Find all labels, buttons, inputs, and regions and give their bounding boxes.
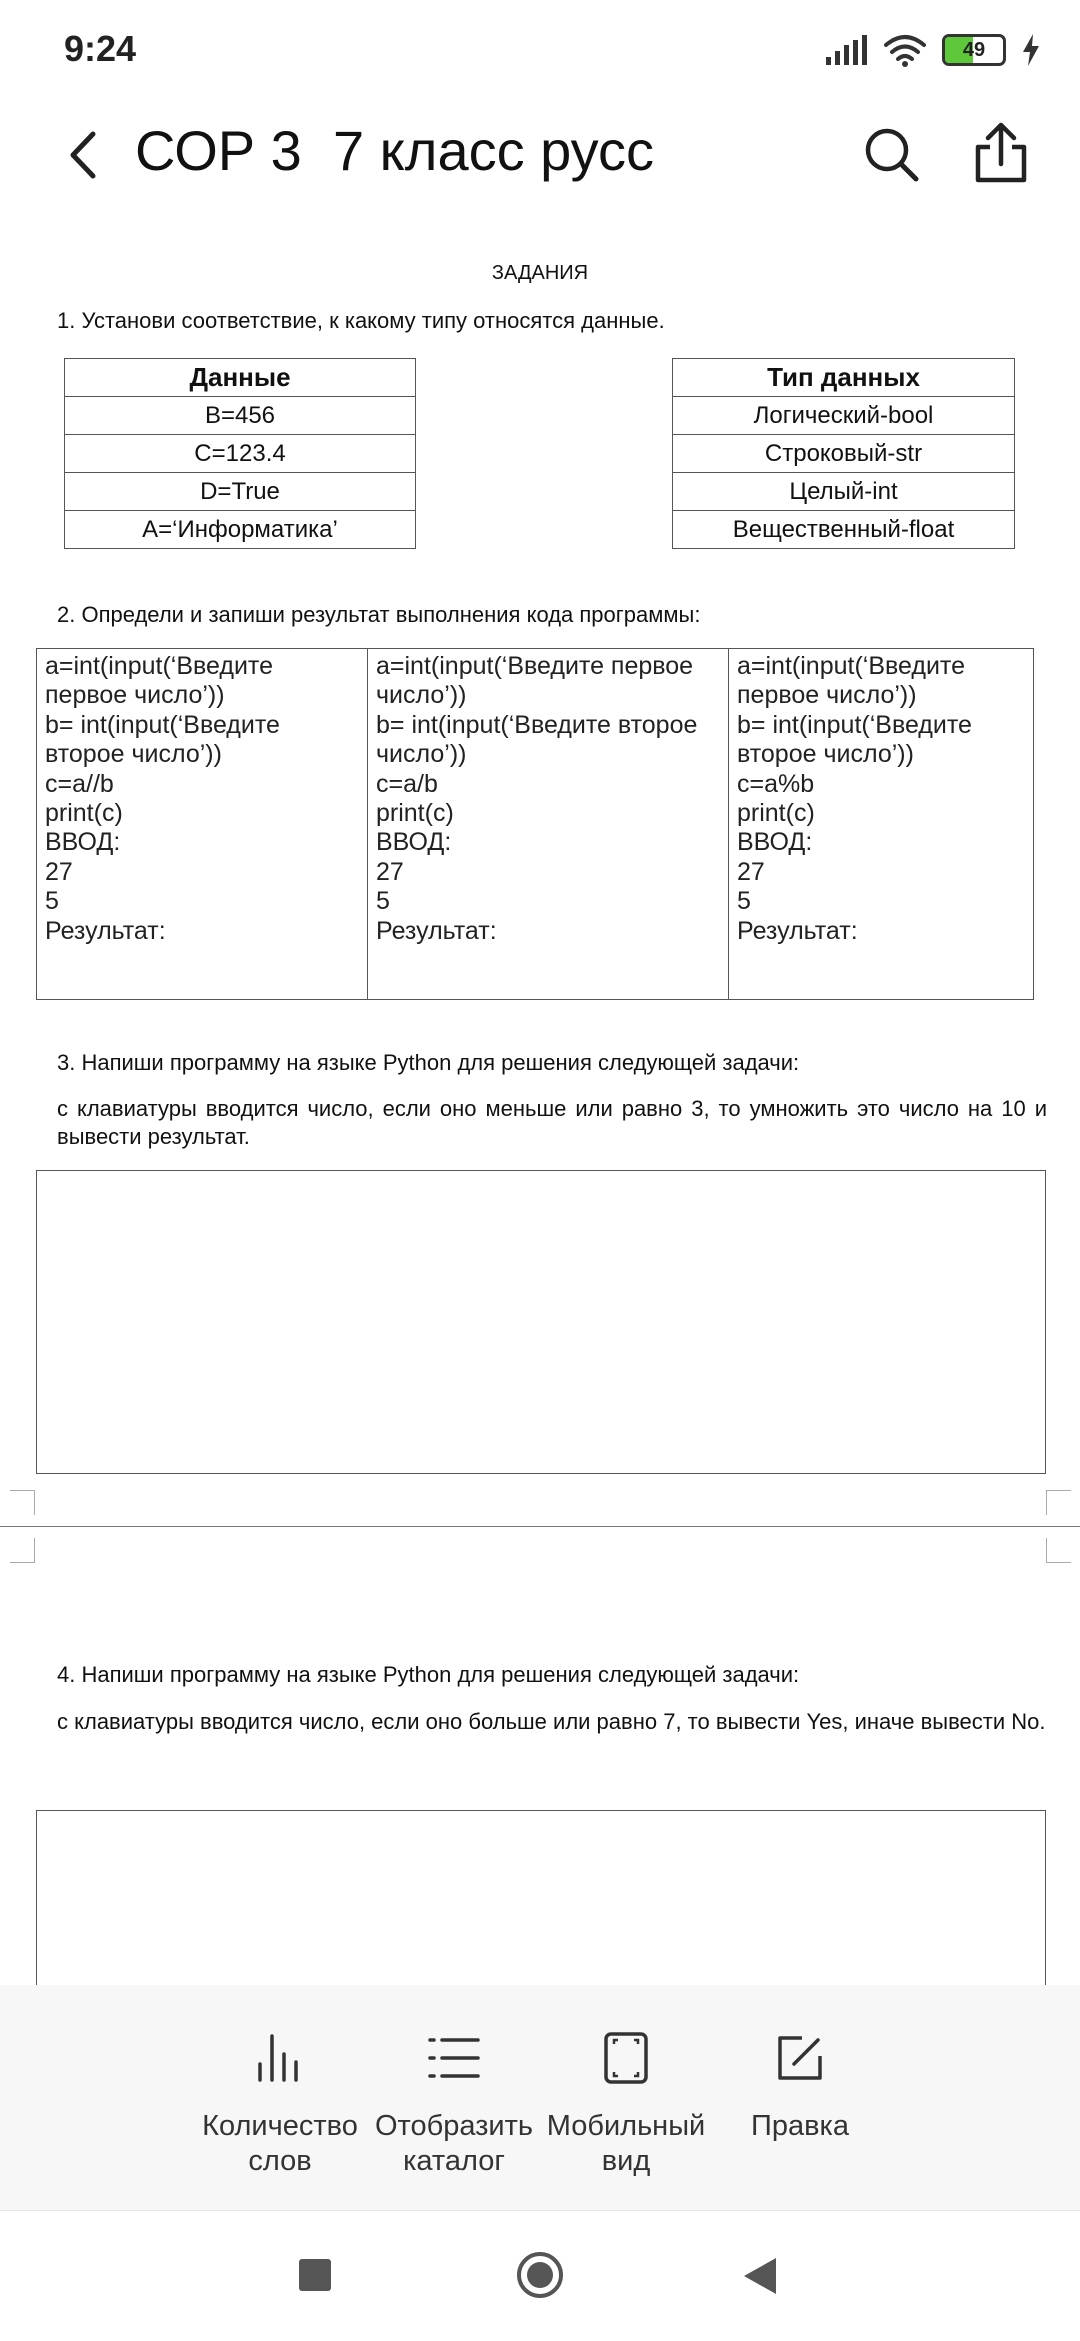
recents-button[interactable]: [298, 2258, 332, 2292]
signal-icon: [826, 35, 868, 65]
bottom-toolbar: [0, 1985, 1080, 2210]
code-cell-2: a=int(input(‘Введите первое число’)) b= int(input(‘Введите второе число’)) c=a/b print(c) ВВОД: 27 5 Результат:: [368, 649, 729, 1000]
type-cell: Логический-bool: [673, 397, 1015, 435]
type-cell: Строковый-str: [673, 435, 1015, 473]
task3-prompt: 3. Напиши программу на языке Python для решения следующей задачи:: [57, 1050, 800, 1075]
battery-indicator: [942, 34, 1006, 66]
edit-button[interactable]: [710, 1985, 890, 2144]
type-table: [672, 358, 1015, 549]
document-heading: ЗАДАНИЯ: [491, 262, 589, 284]
task3-text: с клавиатуры вводится число, если оно меньше или равно 3, то умножить это число на 10 и вывести результат.: [57, 1096, 1047, 1149]
task1-prompt: 1. Установи соответствие, к какому типу относятся данные.: [57, 308, 665, 333]
word-count-icon: [252, 2030, 308, 2086]
battery-level: 49: [962, 38, 986, 61]
wifi-icon: [884, 33, 926, 67]
data-cell: B=456: [65, 397, 416, 435]
home-button[interactable]: [515, 2250, 565, 2300]
code-cell-3: a=int(input(‘Введите первое число’)) b= int(input(‘Введите второе число’)) c=a%b print(c) ВВОД: 27 5 Результат:: [729, 649, 1034, 1000]
page-corner-mark: [1046, 1490, 1071, 1515]
search-icon: [862, 125, 922, 185]
home-circle-icon: [515, 2250, 565, 2300]
page-corner-mark: [10, 1490, 35, 1515]
share-icon: [970, 120, 1032, 186]
data-table: [64, 358, 416, 549]
data-cell: D=True: [65, 473, 416, 511]
nav-back-button[interactable]: [742, 2256, 778, 2296]
catalog-label: Отобразить каталог: [374, 2110, 534, 2177]
page-corner-mark: [1046, 1538, 1071, 1563]
page-corner-mark: [10, 1538, 35, 1563]
catalog-button[interactable]: [364, 1985, 544, 2179]
word-count-button[interactable]: [190, 1985, 370, 2179]
back-button[interactable]: [52, 120, 112, 190]
mobile-view-button[interactable]: [536, 1985, 716, 2179]
type-cell: Целый-int: [673, 473, 1015, 511]
code-cell-1: a=int(input(‘Введите первое число’)) b= int(input(‘Введите второе число’)) c=a//b print(c) ВВОД: 27 5 Результат:: [37, 649, 368, 1000]
charging-icon: [1022, 34, 1040, 66]
edit-icon: [772, 2030, 828, 2086]
edit-label: Правка: [751, 2110, 849, 2142]
task2-prompt: 2. Определи и запиши результат выполнения кода программы:: [57, 602, 701, 627]
status-icons: [826, 28, 1040, 72]
type-table-header: Тип данных: [673, 359, 1015, 397]
list-icon: [426, 2030, 482, 2086]
task3-answer-box[interactable]: [36, 1170, 1046, 1474]
document-title: СОР 3 7 класс русс: [135, 119, 655, 182]
data-cell: C=123.4: [65, 435, 416, 473]
data-table-header: Данные: [65, 359, 416, 397]
share-button[interactable]: [970, 120, 1032, 186]
code-table: [36, 648, 1034, 1000]
back-arrow-icon: [67, 130, 97, 180]
system-nav-bar: [0, 2210, 1080, 2341]
mobile-view-label: Мобильный вид: [546, 2110, 706, 2177]
square-icon: [298, 2258, 332, 2292]
search-button[interactable]: [862, 125, 922, 185]
word-count-label: Количество слов: [202, 2110, 358, 2177]
type-cell: Вещественный-float: [673, 511, 1015, 549]
task4-text: с клавиатуры вводится число, если оно больше или равно 7, то вывести Yes, иначе вывести No.: [57, 1709, 1046, 1734]
task4-prompt: 4. Напиши программу на языке Python для решения следующей задачи:: [57, 1662, 800, 1687]
mobile-view-icon: [598, 2030, 654, 2086]
triangle-back-icon: [742, 2256, 778, 2296]
data-cell: A=‘Информатика’: [65, 511, 416, 549]
status-time: 9:24: [64, 28, 137, 69]
page-break-line: [0, 1526, 1080, 1527]
